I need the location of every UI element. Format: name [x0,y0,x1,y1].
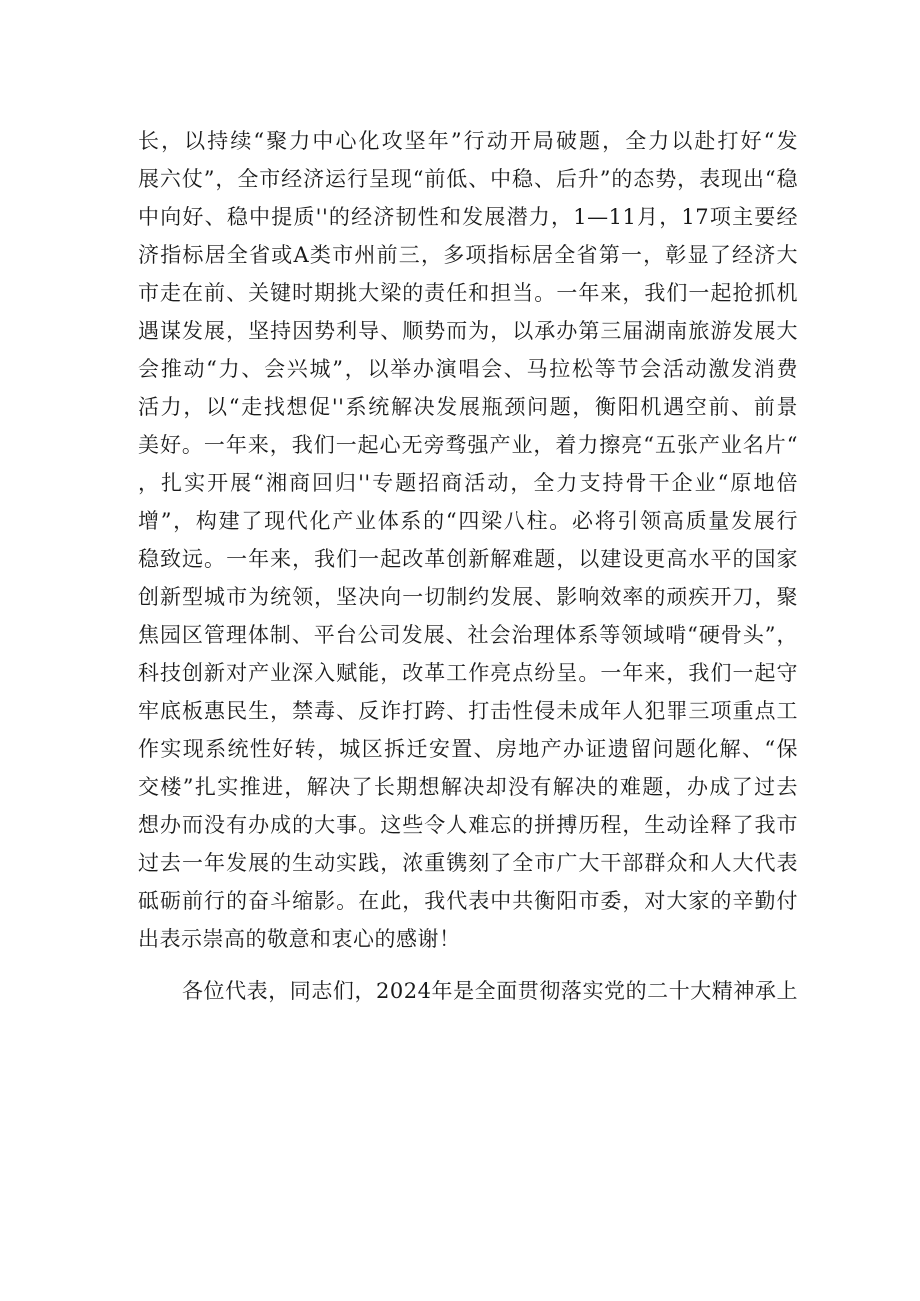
text-line: ，扎实开展“湘商回归''专题招商活动，全力支持骨干企业“原地倍 [138,471,798,495]
text-line: 作实现系统性好转，城区拆迁安置、房地产办证遗留问题化解、“保 [138,737,798,761]
text-line: 长，以持续“聚力中心化攻坚年”行动开局破题，全力以赴打好“发 [138,129,798,153]
text-line: 遇谋发展，坚持因势利导、顺势而为，以承办第三届湖南旅游发展大 [138,319,798,343]
paragraph [138,122,798,958]
text-line: 增”，构建了现代化产业体系的“四梁八柱。必将引领高质量发展行 [138,509,798,533]
text-line: 创新型城市为统领，坚决向一切制约发展、影响效率的顽疾开刀，聚 [138,585,798,609]
text-line: 交楼”扎实推进，解决了长期想解决却没有解决的难题，办成了过去 [138,775,798,799]
text-line: 美好。一年来，我们一起心无旁骛强产业，着力擦亮“五张产业名片“ [138,433,798,457]
text-line: 展六仗”，全市经济运行呈现“前低、中稳、后升”的态势，表现出“稳 [138,167,798,191]
paragraph [138,972,798,1010]
text-line: 活力，以“走找想促''系统解决发展瓶颈问题，衡阳机遇空前、前景 [138,395,798,419]
text-line: 市走在前、关键时期挑大梁的责任和担当。一年来，我们一起抢抓机 [138,281,798,305]
text-line: 稳致远。一年来，我们一起改革创新解难题，以建设更高水平的国家 [138,547,798,571]
text-line: 济指标居全省或A类市州前三，多项指标居全省第一，彰显了经济大 [138,243,798,267]
text-line: 各位代表，同志们，2024年是全面贯彻落实党的二十大精神承上 [182,979,798,1003]
text-line: 想办而没有办成的大事。这些令人难忘的拼搏历程，生动诠释了我市 [138,813,798,837]
text-line: 会推动“力、会兴城”，以举办演唱会、马拉松等节会活动激发消费 [138,357,798,381]
paragraph-gap [138,958,798,972]
text-line: 出表示崇高的敬意和衷心的感谢！ [138,927,461,951]
text-line: 砥砺前行的奋斗缩影。在此，我代表中共衡阳市委，对大家的辛勤付 [138,889,798,913]
text-line: 牢底板惠民生，禁毒、反诈打跨、打击性侵未成年人犯罪三项重点工 [138,699,798,723]
text-line: 过去一年发展的生动实践，浓重镌刻了全市广大干部群众和人大代表 [138,851,798,875]
text-line: 科技创新对产业深入赋能，改革工作亮点纷呈。一年来，我们一起守 [138,661,798,685]
text-line: 焦园区管理体制、平台公司发展、社会治理体系等领域啃“硬骨头”， [138,623,798,647]
body-text [138,122,798,1010]
text-line: 中向好、稳中提质''的经济韧性和发展潜力，1—11月，17项主要经 [138,205,798,229]
